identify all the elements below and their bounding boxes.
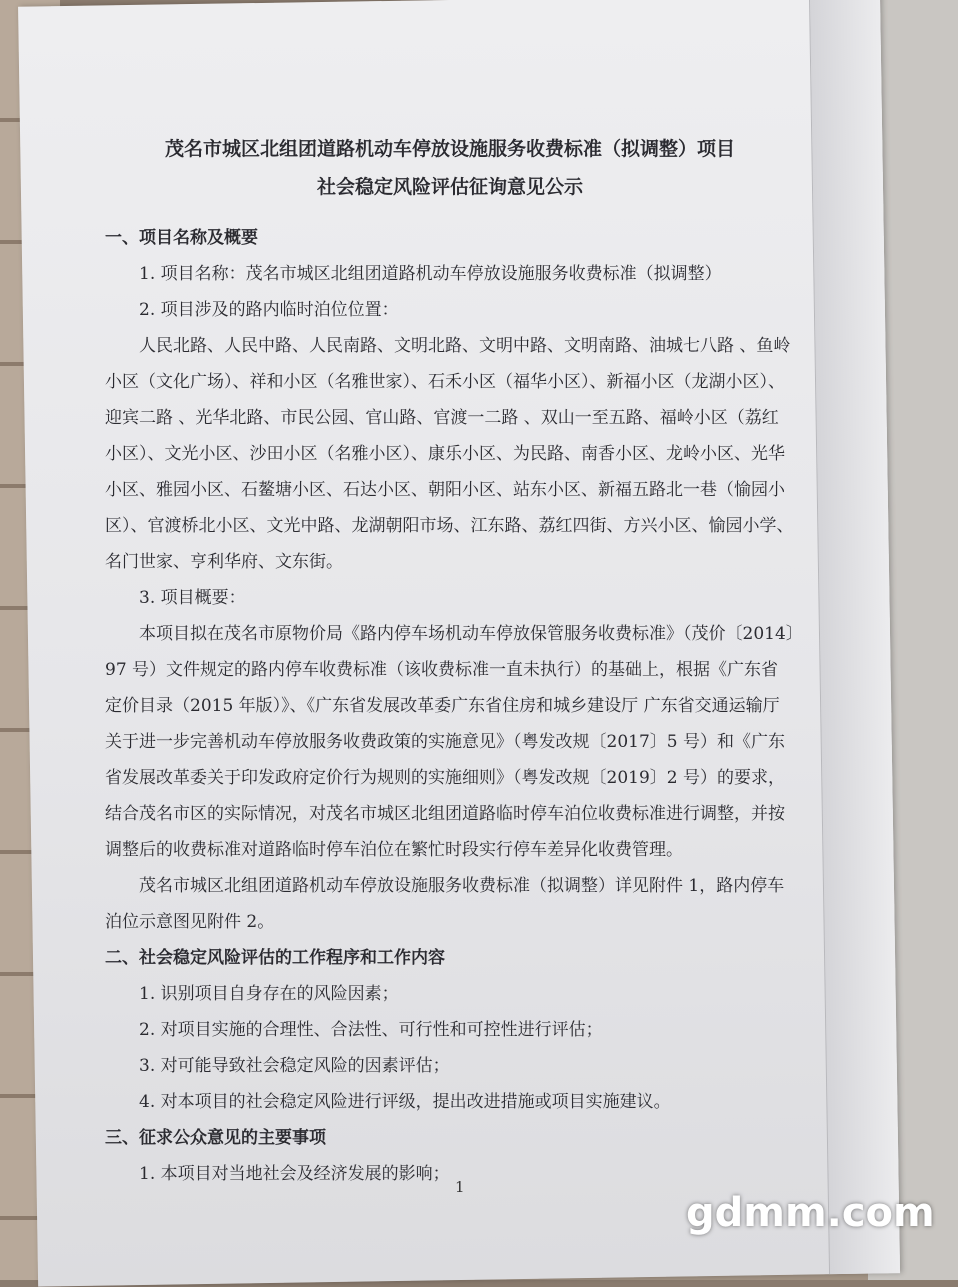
section-2-item-3: 3. 对可能导致社会稳定风险的因素评估； [139,1056,450,1076]
section-2-item-2: 2. 对项目实施的合理性、合法性、可行性和可控性进行评估； [139,1020,603,1040]
section-1-summary: 本项目拟在茂名市原物价局《路内停车场机动车停放保管服务收费标准》（茂价〔2014〕97 号）文件规定的路内停车收费标准（该收费标准一直未执行）的基础上，根据《广东省定价目录（2015 年版）》、《广东省发展改革委广东省住房和城乡建设厅 广东省交通运输厅关于进一步完善机动车停放服务收费政策的实施意见》（粤发改规〔2017〕5 号）和《广东省发展改革委关于印发政府定价行为规则的实施细则》（粤发改规〔2019〕2 号）的要求，结合茂名市区的实际情况，对茂名市城区北组团道路临时停车泊位收费标准进行调整，并按调整后的收费标准对道路临时停车泊位在繁忙时段实行停车差异化收费管理。 [105,624,795,860]
section-2-item-1: 1. 识别项目自身存在的风险因素； [139,984,399,1004]
section-1-locations: 人民北路、人民中路、人民南路、文明北路、文明中路、文明南路、油城七八路 、鱼岭小区（文化广场）、祥和小区（名雅世家）、石禾小区（福华小区）、新福小区（龙湖小区）、迎宾二路 、光华北路、市民公园、官山路、官渡一二路 、双山一至五路、福岭小区（荔红小区）、文光小区、沙田小区（名雅小区）、康乐小区、为民路、南香小区、龙岭小区、光华小区、雅园小区、石鳌塘小区、石达小区、朝阳小区、站东小区、新福五路北一巷（愉园小区）、官渡桥北小区、文光中路、龙湖朝阳市场、江东路、荔红四街、方兴小区、愉园小学、名门世家、亨利华府、文东街。 [105,336,794,572]
notice-content [105,130,795,1192]
notice-title-line1: 茂名市城区北组团道路机动车停放设施服务收费标准（拟调整）项目 [164,138,735,160]
section-2-item-4: 4. 对本项目的社会稳定风险进行评级，提出改进措施或项目实施建议。 [139,1092,671,1112]
section-1-item-1: 1. 项目名称：茂名市城区北组团道路机动车停放设施服务收费标准（拟调整） [139,264,722,284]
section-1-item-3: 3. 项目概要： [139,588,246,608]
notice-title-line2: 社会稳定风险评估征询意见公示 [316,176,583,198]
section-heading-2: 二、社会稳定风险评估的工作程序和工作内容 [105,948,445,968]
watermark-logo: gdmm.com [686,1190,935,1236]
section-1-attachment-note: 茂名市城区北组团道路机动车停放设施服务收费标准（拟调整）详见附件 1，路内停车泊位示意图见附件 2。 [105,876,785,932]
page-number: 1 [455,1178,465,1196]
section-3-item-1: 1. 本项目对当地社会及经济发展的影响； [139,1164,450,1184]
section-heading-1: 一、项目名称及概要 [105,228,258,248]
section-heading-3: 三、征求公众意见的主要事项 [105,1128,326,1148]
section-1-item-2: 2. 项目涉及的路内临时泊位位置： [139,300,399,320]
